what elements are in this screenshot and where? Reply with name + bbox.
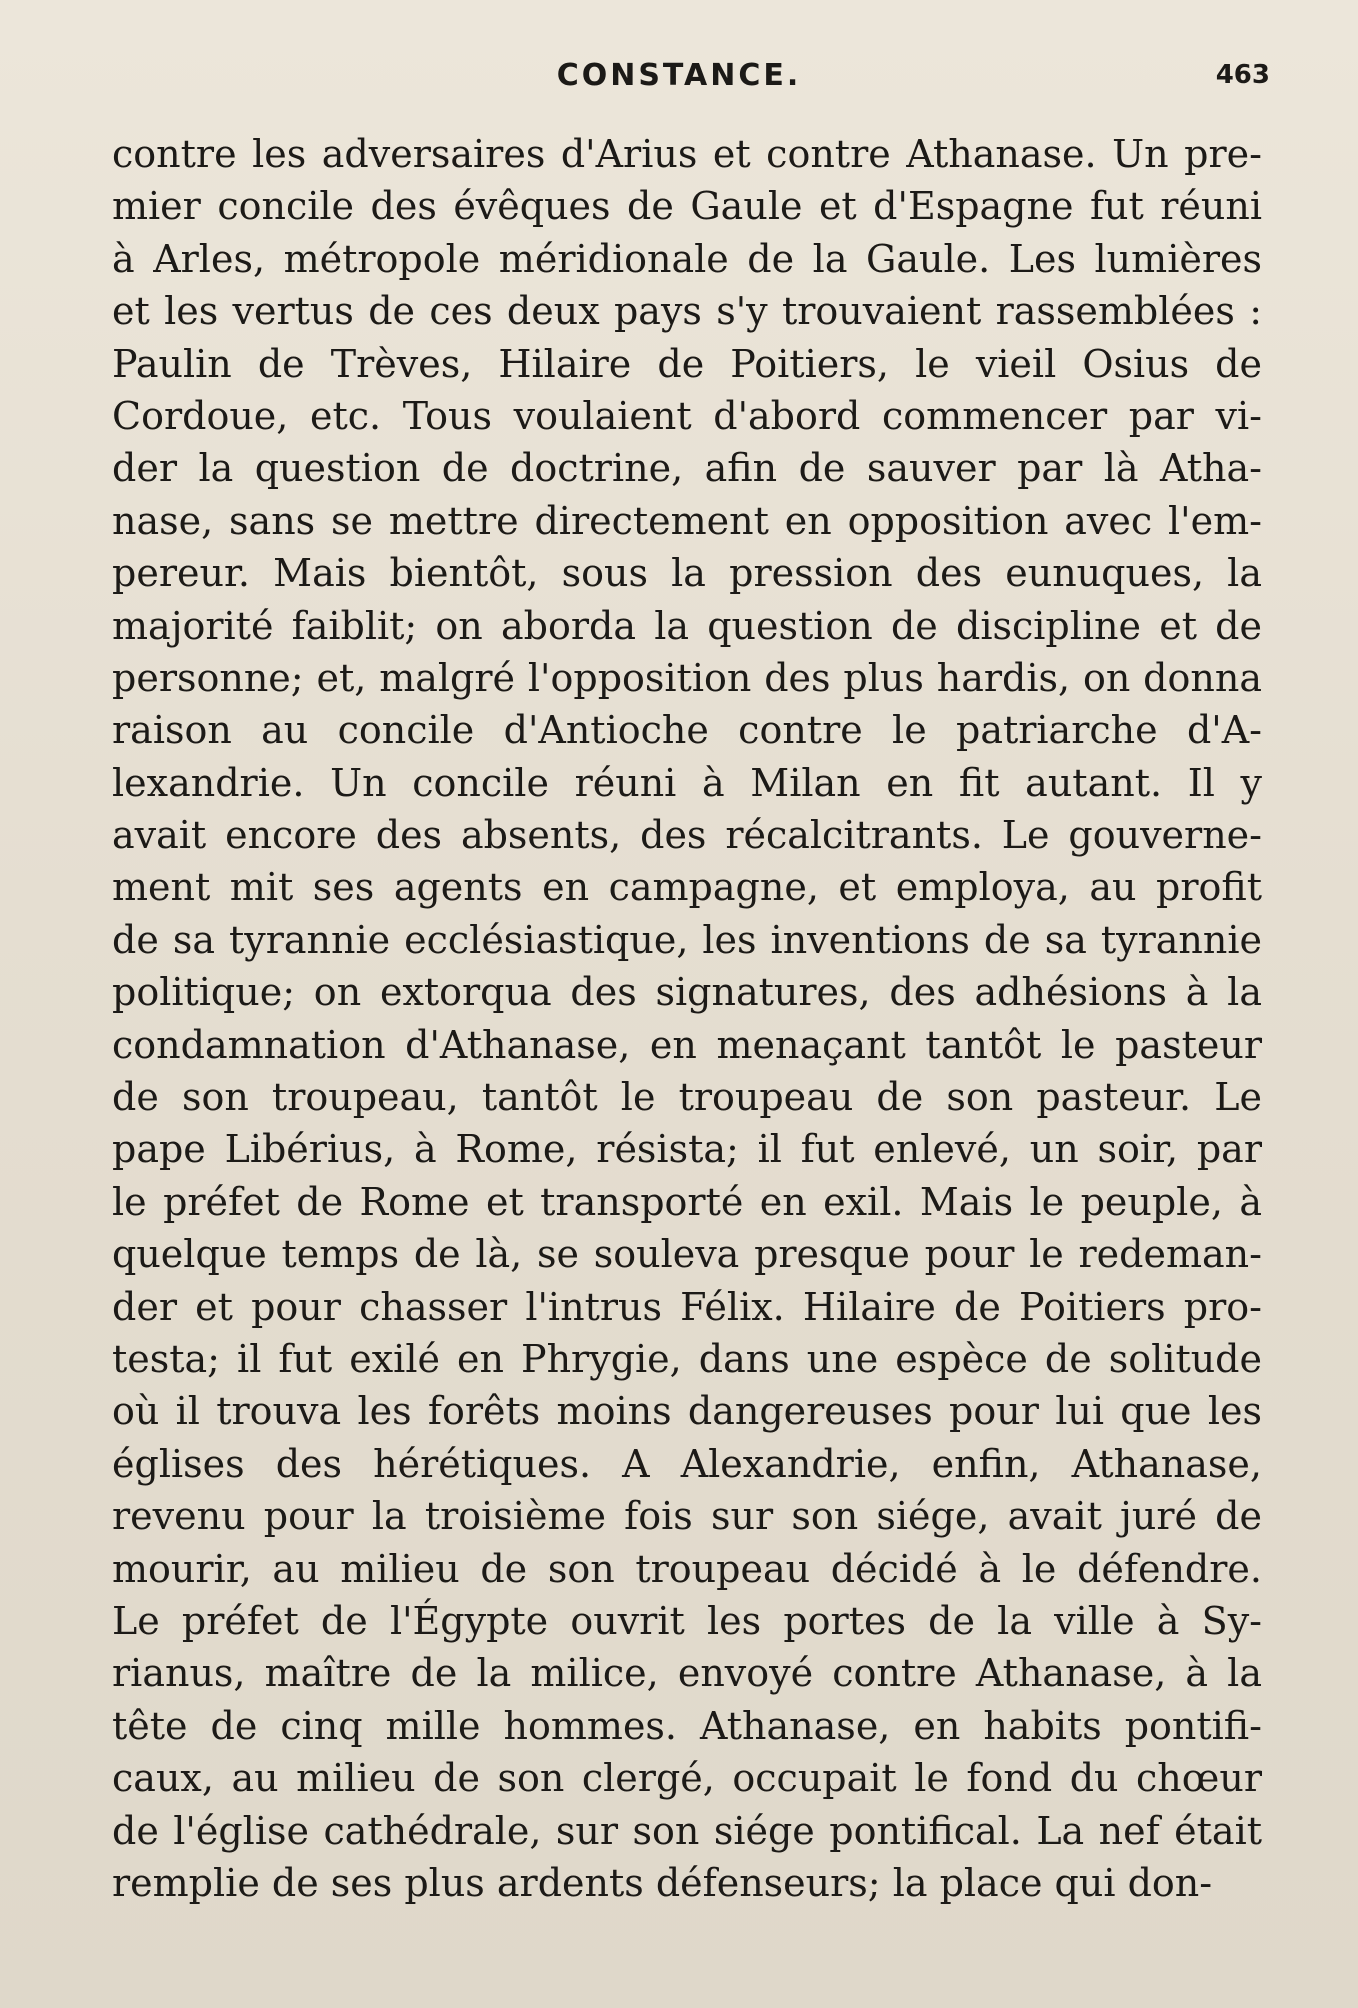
text-line: et les vertus de ces deux pays s'y trouvaient rassemblées : bbox=[112, 289, 1262, 334]
text-line: nase, sans se mettre directement en opposition avec l'em- bbox=[112, 498, 1262, 543]
text-line: pape Libérius, à Rome, résista; il fut enlevé, un soir, par bbox=[112, 1127, 1262, 1172]
text-line: caux, au milieu de son clergé, occupait le fond du chœur bbox=[112, 1756, 1262, 1801]
text-line: condamnation d'Athanase, en menaçant tantôt le pasteur bbox=[112, 1022, 1262, 1067]
text-line: le préfet de Rome et transporté en exil. Mais le peuple, à bbox=[112, 1179, 1262, 1224]
text-line: à Arles, métropole méridionale de la Gaule. Les lumières bbox=[112, 236, 1262, 281]
text-line: majorité faiblit; on aborda la question de discipline et de bbox=[112, 603, 1262, 648]
text-line: mourir, au milieu de son troupeau décidé à le défendre. bbox=[112, 1546, 1262, 1591]
text-line: tête de cinq mille hommes. Athanase, en habits pontifi- bbox=[112, 1703, 1262, 1748]
text-line: mier concile des évêques de Gaule et d'Espagne fut réuni bbox=[112, 184, 1262, 229]
text-line: lexandrie. Un concile réuni à Milan en fit autant. Il y bbox=[112, 760, 1262, 805]
text-line: avait encore des absents, des récalcitrants. Le gouverne- bbox=[112, 813, 1262, 858]
body-text bbox=[112, 128, 1262, 1909]
text-line: der la question de doctrine, afin de sauver par là Atha- bbox=[112, 446, 1262, 491]
text-line: Cordoue, etc. Tous voulaient d'abord commencer par vi- bbox=[112, 393, 1262, 438]
text-line: Le préfet de l'Égypte ouvrit les portes de la ville à Sy- bbox=[112, 1598, 1262, 1643]
text-line: raison au concile d'Antioche contre le patriarche d'A- bbox=[112, 708, 1262, 753]
text-line: de l'église cathédrale, sur son siége pontifical. La nef était bbox=[112, 1808, 1262, 1853]
text-line: testa; il fut exilé en Phrygie, dans une espèce de solitude bbox=[112, 1336, 1262, 1381]
text-line: revenu pour la troisième fois sur son siége, avait juré de bbox=[112, 1494, 1262, 1539]
text-line: der et pour chasser l'intrus Félix. Hilaire de Poitiers pro- bbox=[112, 1284, 1262, 1329]
text-line: Paulin de Trèves, Hilaire de Poitiers, le vieil Osius de bbox=[112, 341, 1262, 386]
text-line: politique; on extorqua des signatures, des adhésions à la bbox=[112, 970, 1262, 1015]
text-line: de sa tyrannie ecclésiastique, les inventions de sa tyrannie bbox=[112, 917, 1262, 962]
page-header bbox=[0, 58, 1358, 108]
text-line: quelque temps de là, se souleva presque pour le redeman- bbox=[112, 1232, 1262, 1277]
text-line: églises des hérétiques. A Alexandrie, enfin, Athanase, bbox=[112, 1441, 1262, 1486]
text-line: personne; et, malgré l'opposition des plus hardis, on donna bbox=[112, 655, 1262, 700]
text-line: remplie de ses plus ardents défenseurs; la place qui don- bbox=[112, 1860, 1213, 1905]
page-number: 463 bbox=[1215, 60, 1270, 90]
text-line: ment mit ses agents en campagne, et employa, au profit bbox=[112, 865, 1262, 910]
running-title: CONSTANCE. bbox=[556, 58, 802, 93]
text-line: où il trouva les forêts moins dangereuses pour lui que les bbox=[112, 1389, 1262, 1434]
text-line: de son troupeau, tantôt le troupeau de son pasteur. Le bbox=[112, 1075, 1262, 1120]
text-line: rianus, maître de la milice, envoyé contre Athanase, à la bbox=[112, 1651, 1262, 1696]
text-line: contre les adversaires d'Arius et contre Athanase. Un pre- bbox=[112, 132, 1262, 176]
text-line: pereur. Mais bientôt, sous la pression des eunuques, la bbox=[112, 551, 1262, 596]
